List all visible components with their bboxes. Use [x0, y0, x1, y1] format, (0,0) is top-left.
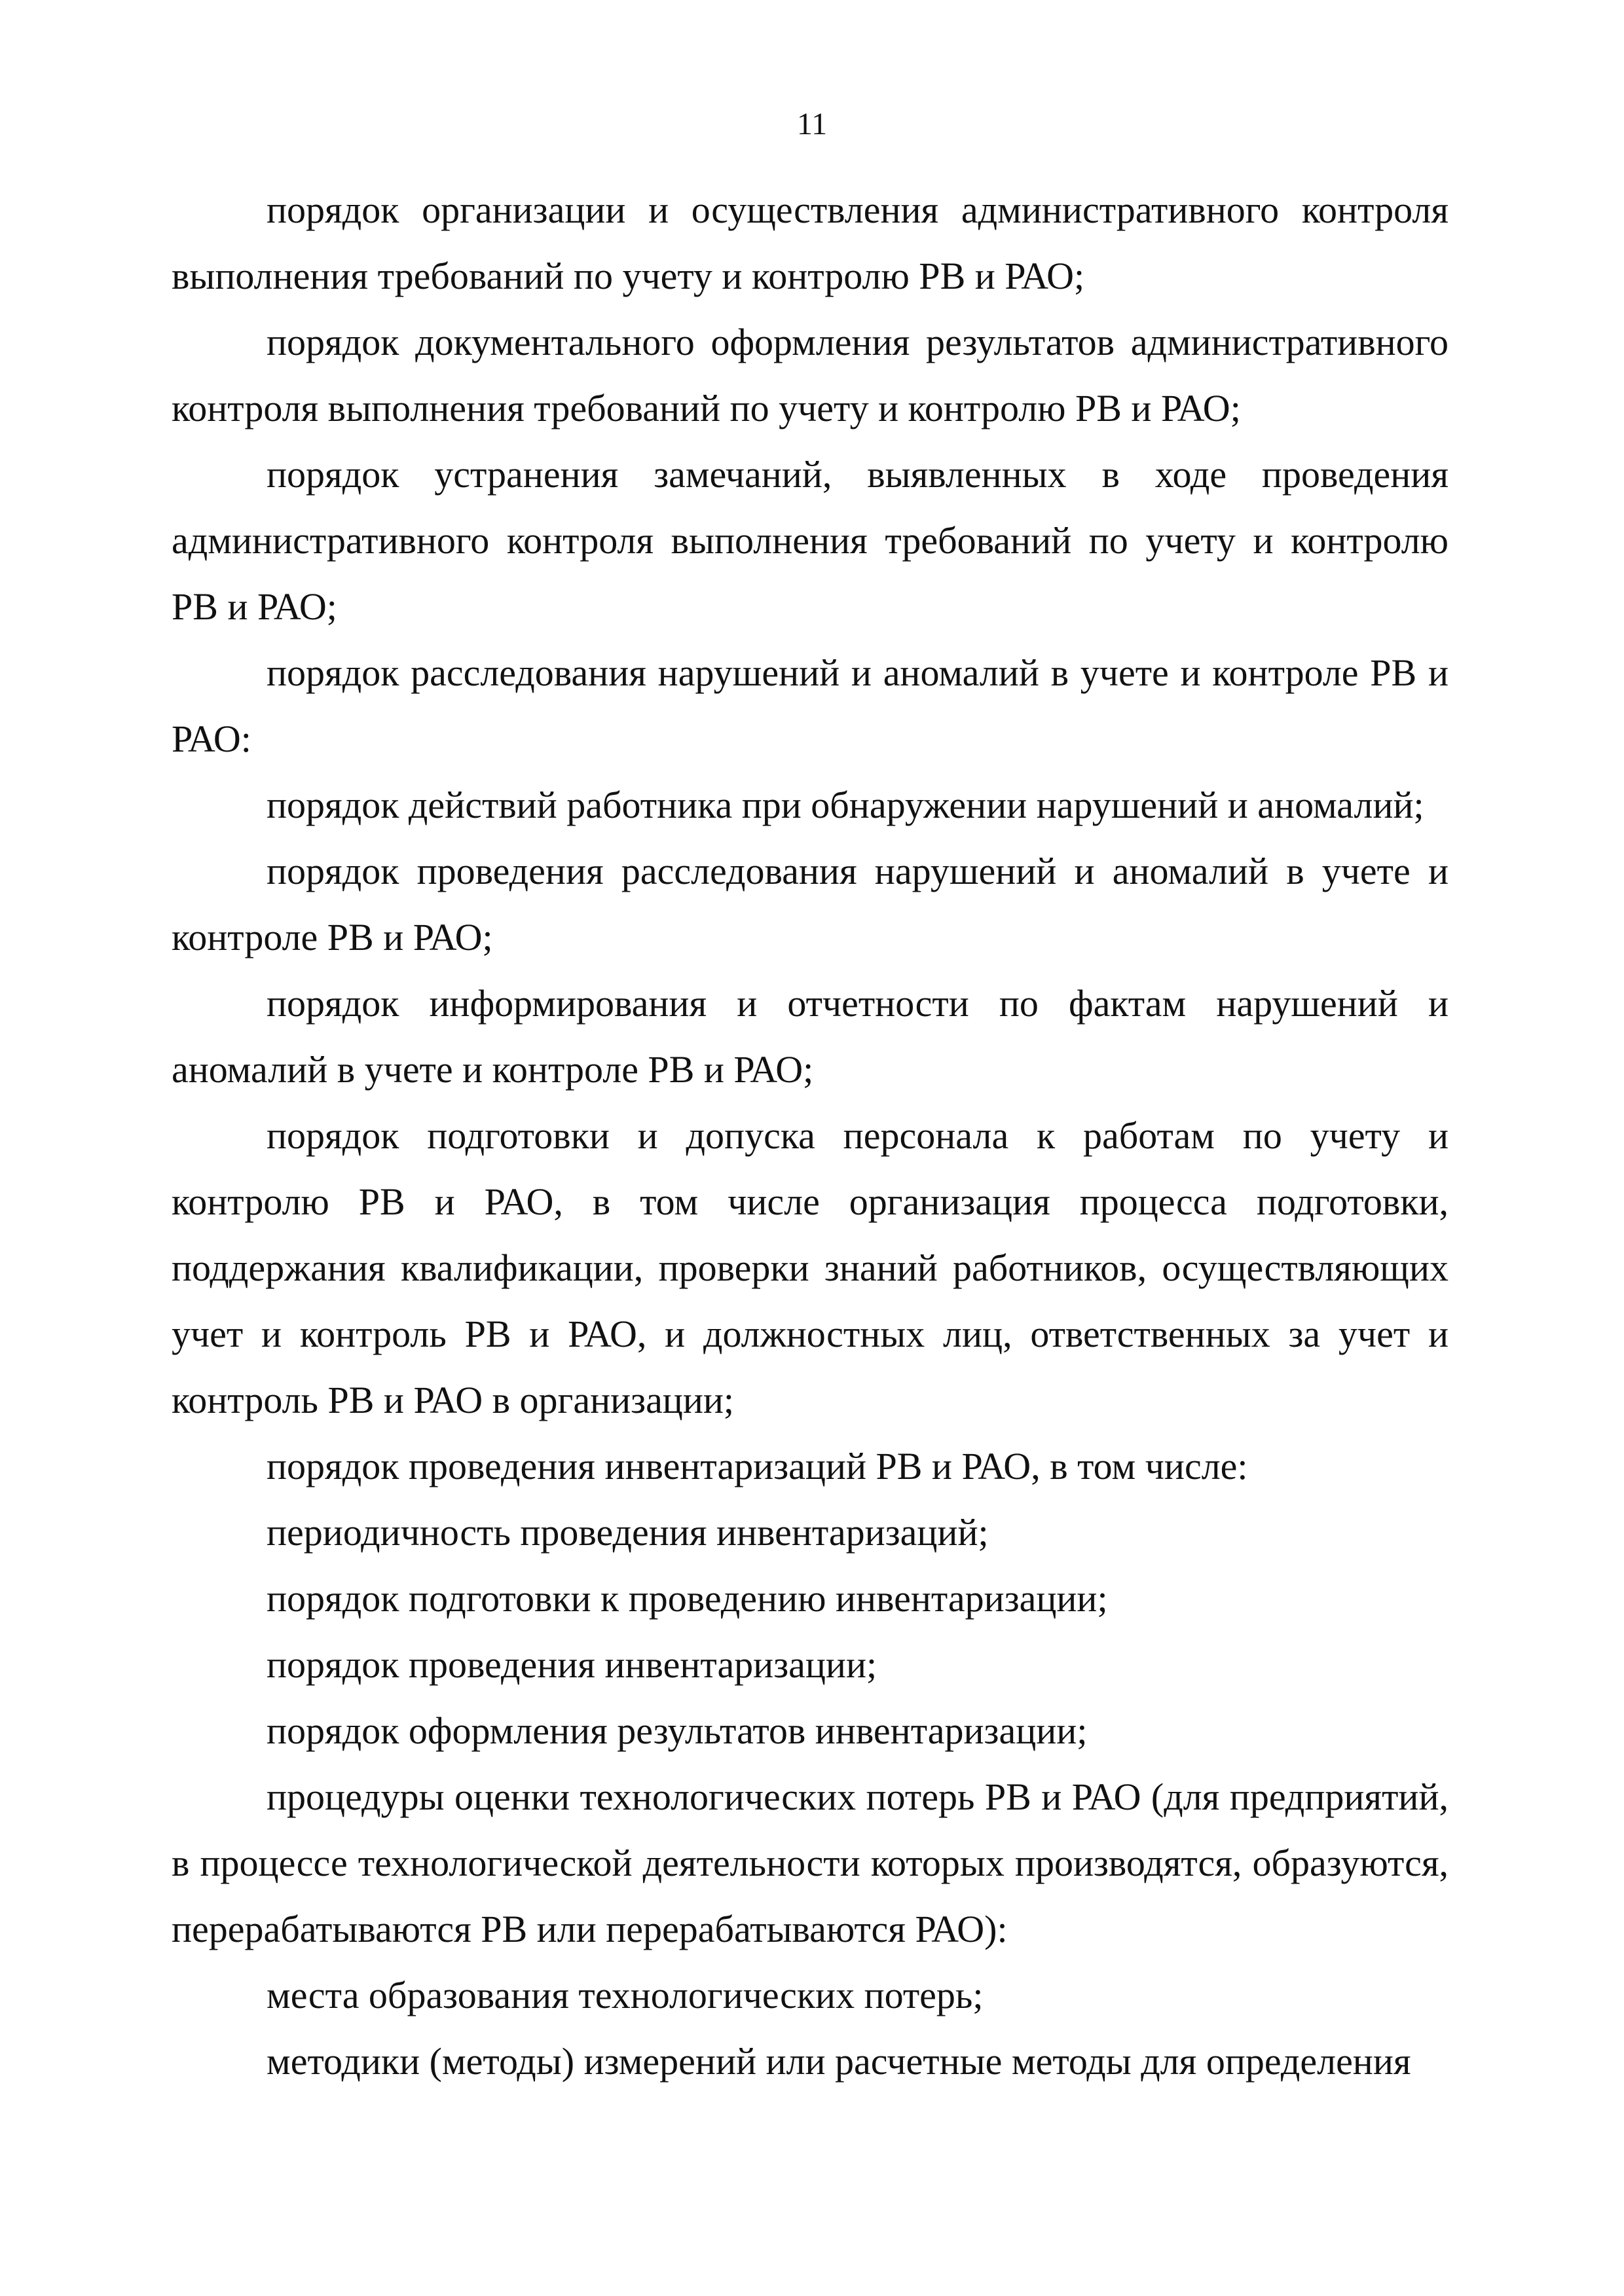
- paragraph: места образования технологических потерь;: [267, 1974, 984, 2016]
- paragraph: порядок документального оформления результатов административного контроля выполнения требований по учету и контролю РВ и РАО;: [172, 321, 1449, 429]
- paragraph: порядок проведения расследования нарушений и аномалий в учете и контроле РВ и РАО;: [172, 850, 1449, 958]
- paragraph: порядок проведения инвентаризации;: [267, 1643, 877, 1686]
- paragraph: порядок подготовки и допуска персонала к работам по учету и контролю РВ и РАО, в том числе организация процесса подготовки, поддержания квалификации, проверки знаний работников, осуществляющих учет и контроль РВ и РАО, и должностных лиц, ответственных за учет и контроль РВ и РАО в организации;: [172, 1114, 1449, 1421]
- paragraph: порядок действий работника при обнаружении нарушений и аномалий;: [267, 784, 1424, 826]
- paragraph: периодичность проведения инвентаризаций;: [267, 1511, 989, 1554]
- paragraph: порядок оформления результатов инвентаризации;: [267, 1709, 1088, 1752]
- paragraph: процедуры оценки технологических потерь РВ и РАО (для предприятий, в процессе технологической деятельности которых производятся, образуются, перерабатываются РВ или перерабатываются РАО):: [172, 1776, 1449, 1950]
- paragraph: порядок устранения замечаний, выявленных в ходе проведения административного контроля выполнения требований по учету и контролю РВ и РАО;: [172, 453, 1449, 628]
- paragraph: порядок организации и осуществления административного контроля выполнения требований по учету и контролю РВ и РАО;: [172, 189, 1449, 297]
- paragraph: порядок расследования нарушений и аномалий в учете и контроле РВ и РАО:: [172, 651, 1449, 760]
- paragraph: порядок подготовки к проведению инвентаризации;: [267, 1577, 1108, 1620]
- paragraph: порядок информирования и отчетности по фактам нарушений и аномалий в учете и контроле РВ и РАО;: [172, 982, 1449, 1091]
- document-body: [172, 177, 1449, 2094]
- paragraph: методики (методы) измерений или расчетные методы для определения: [267, 2040, 1411, 2083]
- paragraph: порядок проведения инвентаризаций РВ и РАО, в том числе:: [267, 1445, 1248, 1487]
- page-number: 11: [796, 107, 828, 141]
